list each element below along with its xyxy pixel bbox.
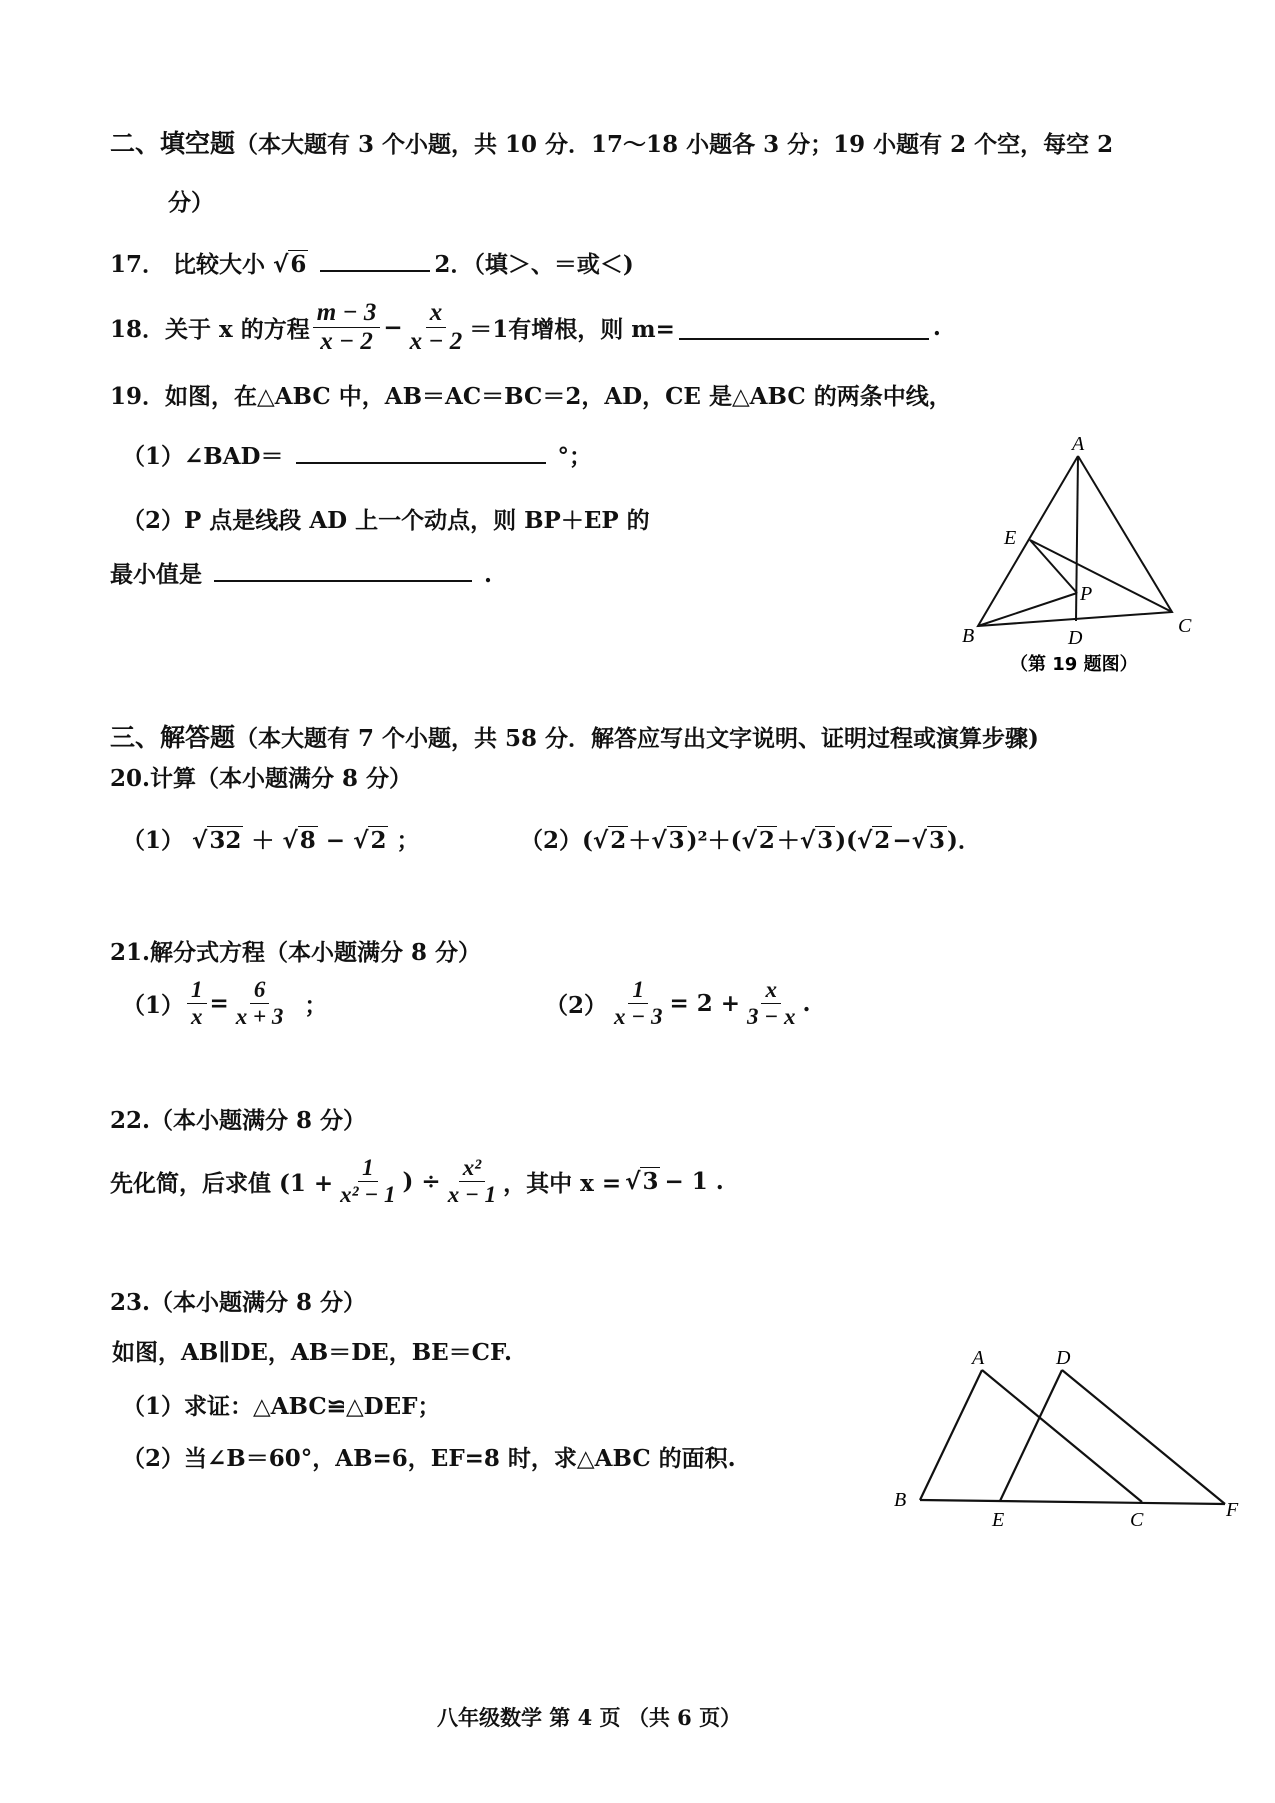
q20-p2-close: )²＋( [686, 827, 742, 854]
q19-number: 19． [110, 383, 166, 410]
q19-part2-cont [110, 556, 492, 589]
q20-sqrt-32: √32 [192, 827, 242, 854]
q21-p2-eq: = 2 + [669, 990, 741, 1018]
q20-part2 [520, 822, 981, 855]
q21-p1-d1: x [191, 1004, 203, 1030]
q20-sqrt-2: √2 [353, 827, 387, 854]
q23-figure [880, 1340, 1260, 1540]
q20-p2-r1: 2 [610, 827, 627, 854]
question-18 [110, 300, 941, 356]
q20-p2-sqrt3: √2 [741, 827, 775, 854]
q20-p2-op1: ＋ [628, 827, 652, 854]
q18-frac1-den: x − 2 [320, 328, 373, 356]
q21-p1-n2: 6 [250, 978, 270, 1004]
q17-number: 17． [110, 251, 166, 278]
q18-eq: ＝1有增根，则 m= [469, 316, 675, 344]
segment-df [1062, 1370, 1225, 1504]
q22-frac2 [444, 1156, 500, 1207]
segment-de [1000, 1370, 1062, 1501]
q17-radicand: 6 [290, 251, 307, 278]
label-d: D [1068, 627, 1083, 649]
label-b2: B [894, 1489, 907, 1511]
q18-fraction-1 [313, 300, 381, 356]
q18-fraction-2 [406, 300, 467, 356]
segment-ac [982, 1370, 1142, 1502]
q21-p2-end: . [802, 990, 811, 1018]
q20-p2-r6: 3 [928, 827, 945, 854]
q20-p2-mid: )( [835, 827, 857, 854]
q20-p2-op3: − [892, 827, 912, 854]
q21-p1-end: ； [304, 992, 328, 1020]
q19-part2: （2）P 点是线段 AD 上一个动点，则 BP＋EP 的 [122, 507, 650, 534]
section3-header [110, 718, 1039, 754]
q21-p1-frac1 [187, 978, 207, 1029]
q17-answer-blank[interactable] [320, 269, 430, 272]
q20-p2-end: )． [946, 827, 981, 854]
q21-p2-d1: x − 3 [614, 1004, 663, 1030]
q20-p2-sqrt2: √3 [651, 827, 685, 854]
segment-ep [1030, 540, 1077, 593]
question-17 [110, 246, 634, 279]
q21-part2 [545, 978, 810, 1029]
q17-text: 比较大小 [173, 251, 266, 278]
q22-n2: x² [459, 1156, 485, 1182]
q21-p2-n2: x [761, 978, 781, 1004]
q19-p1-end: °； [557, 443, 593, 470]
q21-p1-eq: = [209, 990, 229, 1018]
q21-p1-frac2 [232, 978, 288, 1029]
q19-p1-label: （1）∠BAD＝ [122, 443, 284, 470]
segment-bf [920, 1500, 1225, 1504]
q20-r3: 2 [370, 827, 387, 854]
q21-p2-frac2 [743, 978, 799, 1029]
q22-body [110, 1156, 724, 1207]
label-e2: E [992, 1509, 1005, 1531]
q20-p2-sqrt1: √2 [592, 827, 627, 854]
q21-p1-d2: x + 3 [235, 1004, 284, 1030]
q22-n1: 1 [358, 1156, 378, 1182]
q20-head: 20.计算（本小题满分 8 分） [110, 765, 413, 792]
section2-desc: （本大题有 3 个小题，共 10 分．17～18 小题各 3 分；19 小题有 2 个空，每空 2 [235, 131, 1114, 158]
q20-op2: − [325, 827, 346, 854]
q18-minus: − [383, 314, 403, 342]
q17-after: 2．（填＞、＝或＜) [434, 251, 634, 278]
q23-part1: （1）求证：△ABC≌△DEF； [122, 1393, 441, 1420]
median-ad [1076, 456, 1078, 621]
q19-part1 [122, 438, 592, 471]
q18-text: 关于 x 的方程 [165, 316, 310, 344]
q20-p2-sqrt5: √2 [856, 827, 891, 854]
label-b: B [962, 625, 975, 647]
segment-ab [920, 1370, 982, 1500]
q19-figure-caption: （第 19 题图） [1010, 654, 1138, 675]
section2-header [110, 124, 1113, 160]
q20-p1-label: （1） [122, 827, 185, 854]
section3-desc: （本大题有 7 个小题，共 58 分．解答应写出文字说明、证明过程或演算步骤) [235, 725, 1039, 752]
label-f2: F [1226, 1499, 1239, 1521]
q22-text: 先化简，后求值 (1 + [110, 1170, 334, 1198]
label-d2: D [1056, 1347, 1071, 1369]
q20-p2-r4: 3 [817, 827, 834, 854]
page-footer: 八年级数学 第 4 页 （共 6 页） [437, 1705, 742, 1730]
q20-p2-r2: 3 [668, 827, 685, 854]
q20-p2-sqrt4: √3 [799, 827, 834, 854]
q20-p1-end: ； [396, 827, 420, 854]
q19-p1-blank[interactable] [296, 461, 546, 464]
q22-radicand: 3 [642, 1168, 659, 1196]
q20-part1 [122, 822, 419, 855]
q18-frac1-num: m − 3 [313, 300, 381, 328]
segment-bp [978, 593, 1077, 626]
q20-p2-sqrt6: √3 [911, 827, 945, 854]
q18-number: 18． [110, 316, 166, 344]
q21-head: 21.解分式方程（本小题满分 8 分） [110, 939, 482, 966]
q22-frac1 [336, 1156, 399, 1207]
label-p: P [1080, 583, 1093, 605]
q22-mid: ) ÷ [402, 1168, 441, 1196]
q17-sqrt: √6 [273, 251, 307, 278]
question-19-stem [110, 378, 952, 411]
q20-p2-r3: 2 [758, 827, 775, 854]
q22-sqrt: √3 [625, 1168, 659, 1196]
q20-sqrt-8: √8 [282, 827, 316, 854]
label-a2: A [972, 1347, 985, 1369]
q21-p1-n1: 1 [187, 978, 207, 1004]
label-a: A [1072, 433, 1085, 455]
q20-r1: 32 [209, 827, 242, 854]
q18-frac2-den: x − 2 [409, 328, 463, 356]
q20-p2-open: ( [582, 827, 593, 854]
q19-p2-blank[interactable] [214, 579, 472, 582]
q19-p2-end: . [484, 561, 493, 588]
q21-p2-n1: 1 [628, 978, 648, 1004]
section3-title: 三、解答题 [110, 723, 236, 752]
q22-d2: x − 1 [447, 1182, 497, 1208]
section2-desc-cont: 分） [168, 189, 214, 216]
q20-p2-op2: ＋ [776, 827, 800, 854]
q21-p1-label: （1） [122, 992, 185, 1020]
q20-p2-r5: 2 [874, 827, 891, 854]
q21-p2-label: （2） [545, 992, 608, 1020]
q19-p2-cont: 最小值是 [110, 561, 202, 588]
q23-head: 23.（本小题满分 8 分） [110, 1289, 367, 1316]
q20-r2: 8 [299, 827, 316, 854]
q22-end: − 1 . [664, 1168, 724, 1196]
q18-end: . [932, 314, 941, 342]
label-e: E [1004, 527, 1017, 549]
q18-answer-blank[interactable] [679, 337, 929, 340]
q18-frac2-num: x [426, 300, 447, 328]
q22-cond: ，其中 x = [503, 1170, 622, 1198]
q21-p2-d2: 3 − x [747, 1004, 796, 1030]
q20-op1: ＋ [251, 827, 275, 854]
q23-stem: 如图，AB∥DE，AB＝DE，BE＝CF. [112, 1339, 512, 1366]
q19-stem: 如图，在△ABC 中，AB＝AC＝BC＝2，AD，CE 是△ABC 的两条中线， [165, 383, 952, 410]
label-c2: C [1130, 1509, 1144, 1531]
q22-head: 22.（本小题满分 8 分） [110, 1107, 367, 1134]
q21-p2-frac1 [610, 978, 666, 1029]
q22-d1: x² − 1 [340, 1182, 396, 1208]
section2-title: 二、填空题 [110, 129, 236, 158]
q21-part1 [122, 978, 327, 1029]
label-c: C [1178, 615, 1192, 637]
q20-p2-label: （2） [520, 827, 583, 854]
q23-part2: （2）当∠B＝60°，AB=6，EF=8 时，求△ABC 的面积. [122, 1445, 736, 1472]
q19-figure [950, 428, 1190, 678]
